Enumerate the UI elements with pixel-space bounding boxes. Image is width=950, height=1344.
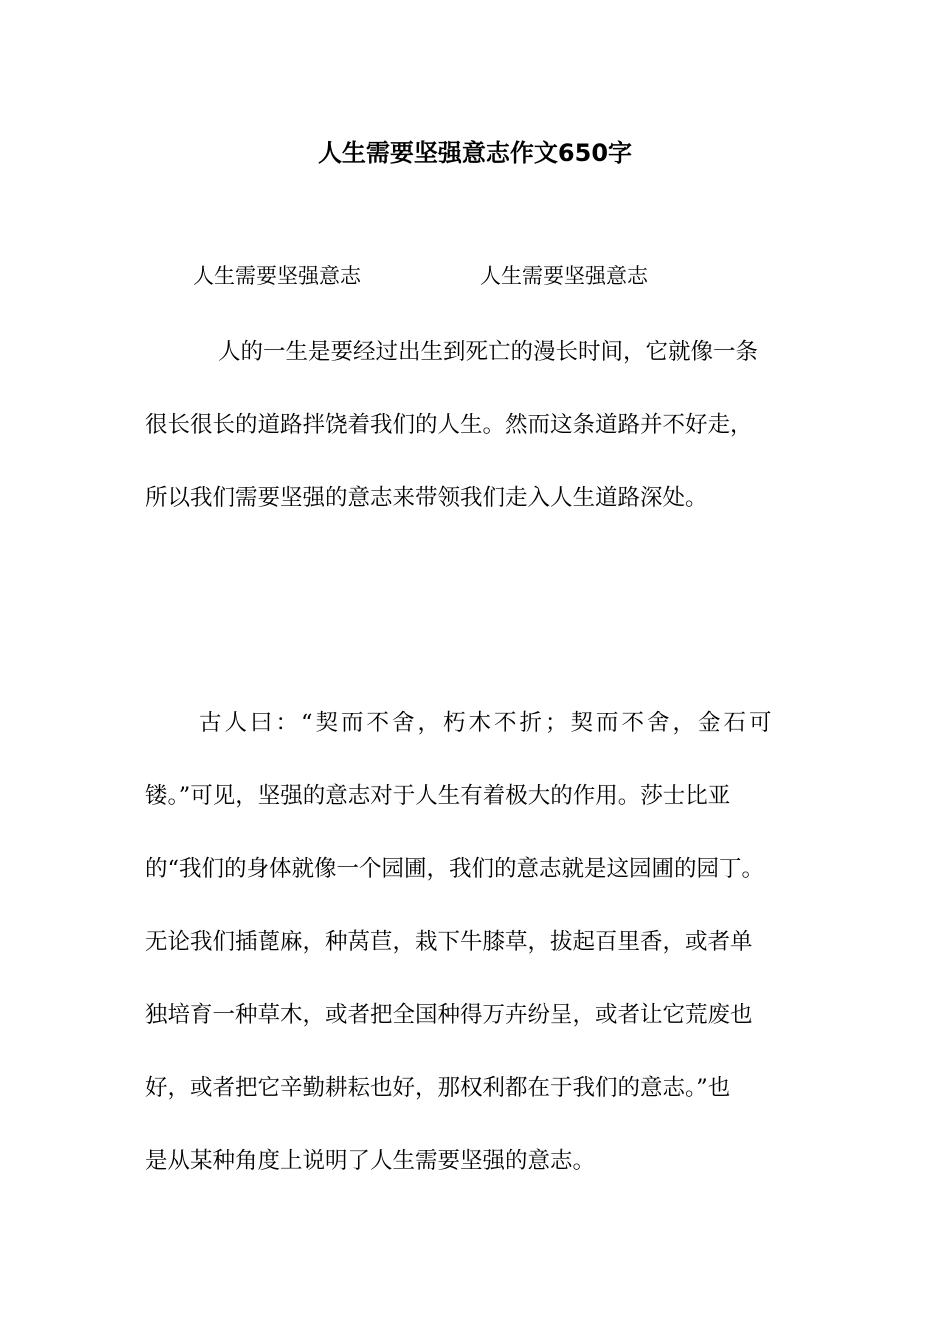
paragraph-2-line-7: 是从某种角度上说明了人生需要坚强的意志。 — [145, 1148, 596, 1174]
subheading-1: 人生需要坚强意志 — [193, 264, 361, 288]
paragraph-1-line-2: 很长很长的道路拌饶着我们的人生。然而这条道路并不好走， — [145, 412, 753, 438]
subheading-row — [0, 260, 950, 292]
paragraph-2-line-4: 无论我们插蓖麻，种莴苣，栽下牛膝草，拔起百里香，或者单 — [145, 929, 753, 955]
paragraph-2-line-3: 的“我们的身体就像一个园圃，我们的意志就是这园圃的园丁。 — [145, 856, 765, 882]
subheading-2: 人生需要坚强意志 — [480, 264, 648, 288]
paragraph-1-line-3: 所以我们需要坚强的意志来带领我们走入人生道路深处。 — [145, 485, 708, 511]
paragraph-2-line-2: 镂。”可见，坚强的意志对于人生有着极大的作用。莎士比亚 — [145, 783, 731, 809]
paragraph-2-line-1: 古人曰：“契而不舍，朽木不折；契而不舍，金石可 — [199, 710, 775, 736]
document-title: 人生需要坚强意志作文650字 — [317, 139, 633, 167]
paragraph-2-line-6: 好，或者把它辛勤耕耘也好，那权利都在于我们的意志。”也 — [145, 1075, 731, 1101]
paragraph-1-line-1: 人的一生是要经过出生到死亡的漫长时间，它就像一条 — [218, 339, 759, 365]
paragraph-2-line-5: 独培育一种草木，或者把全国种得万卉纷呈，或者让它荒废也 — [145, 1002, 753, 1028]
